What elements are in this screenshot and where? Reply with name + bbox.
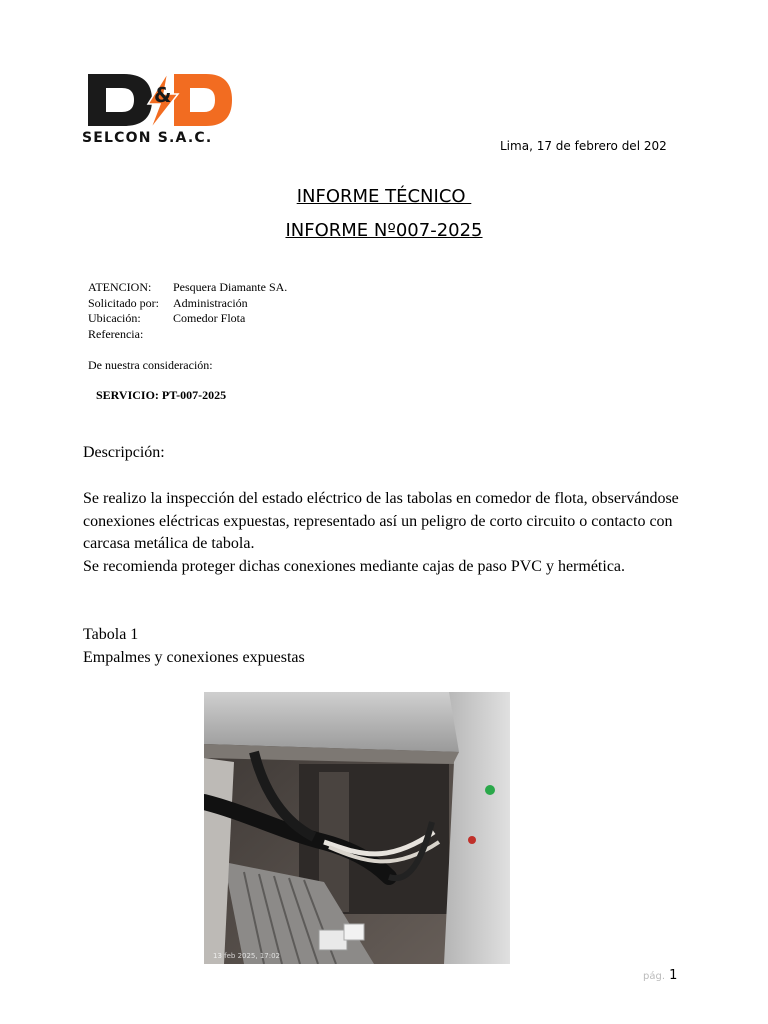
meta-value: Administración bbox=[173, 295, 248, 310]
report-number: INFORME Nº007-2025 bbox=[285, 220, 483, 241]
meta-label: Ubicación: bbox=[88, 311, 141, 325]
figure-caption: Empalmes y conexiones expuestas bbox=[83, 649, 305, 666]
meta-label: Solicitado por: bbox=[88, 295, 159, 310]
meta-block bbox=[88, 280, 287, 342]
logo-text: SELCON S.A.C. bbox=[82, 130, 213, 146]
company-logo bbox=[82, 70, 242, 150]
service-code: SERVICIO: PT-007-2025 bbox=[96, 388, 227, 402]
svg-text:&: & bbox=[154, 83, 172, 107]
meta-row-solicitado bbox=[88, 296, 287, 312]
meta-row-ubicacion bbox=[88, 311, 287, 327]
figure-label: Tabola 1 bbox=[83, 626, 139, 643]
figure-heading bbox=[83, 623, 305, 669]
meta-label: ATENCION: bbox=[88, 280, 152, 294]
description-paragraph: Se recomienda proteger dichas conexiones mediante cajas de paso PVC y hermética. bbox=[83, 557, 626, 575]
meta-value: Comedor Flota bbox=[173, 311, 246, 325]
meta-value: Pesquera Diamante SA. bbox=[173, 280, 288, 294]
page-label: pág. bbox=[643, 971, 666, 982]
meta-row-referencia bbox=[88, 327, 287, 343]
logo-mark bbox=[82, 70, 242, 132]
meta-label: Referencia: bbox=[88, 326, 144, 341]
description-body bbox=[83, 488, 693, 578]
document-title: INFORME TÉCNICO bbox=[296, 186, 472, 207]
document-date: Lima, 17 de febrero del 202 bbox=[500, 139, 667, 153]
description-heading: Descripción: bbox=[83, 444, 165, 461]
meta-row-atencion bbox=[88, 280, 287, 296]
page-number bbox=[643, 968, 677, 983]
photo-timestamp: 13 feb 2025, 17:02 bbox=[213, 952, 281, 960]
photo-illustration bbox=[204, 692, 510, 964]
inspection-photo bbox=[204, 692, 510, 964]
page-number-value: 1 bbox=[669, 968, 678, 983]
salutation: De nuestra consideración: bbox=[88, 358, 213, 372]
description-paragraph: Se realizo la inspección del estado eléctrico de las tabolas en comedor de flota, observándose conexiones eléctricas expuestas, representado así un peligro de corto circuito o contacto con carcasa metálica de tabola. bbox=[83, 490, 679, 552]
